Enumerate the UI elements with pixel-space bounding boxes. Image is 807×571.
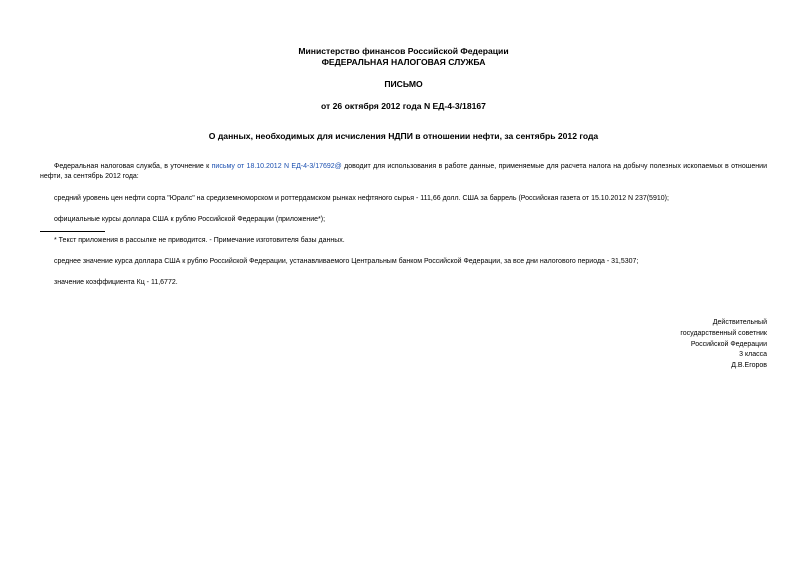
intro-text-before: Федеральная налоговая служба, в уточнение к (54, 163, 212, 170)
intro-text-after: доводит для использования в работе данные, применяемые для расчета налога на добычу полезных ископаемых в отношении нефти, за сентябрь 2012 года: (40, 163, 767, 180)
signature-rank-line4: 3 класса (739, 351, 767, 359)
intro-paragraph (40, 162, 767, 182)
reference-letter-link[interactable]: письму от 18.10.2012 N ЕД-4-3/17692@ (211, 163, 342, 170)
average-rate-item: среднее значение курса доллара США к рублю Российской Федерации, устанавливаемого Центральным банком Российской Федерации, за все дни налогового периода - 31,5307; (54, 258, 639, 265)
signature-block (567, 318, 767, 372)
signature-rank-line2: государственный советник (680, 329, 767, 337)
oil-price-item: средний уровень цен нефти сорта "Юралс" на средиземноморском и роттердамском рынках нефтяного сырья - 111,66 долл. США за баррель (Российская газета от 15.10.2012 N 237(5910); (54, 195, 669, 202)
official-rates-item: официальные курсы доллара США к рублю Российской Федерации (приложение*); (54, 216, 326, 223)
signature-rank-line1: Действительный (712, 319, 767, 326)
service-title: ФЕДЕРАЛЬНАЯ НАЛОГОВАЯ СЛУЖБА (321, 57, 486, 67)
document-subject: О данных, необходимых для исчисления НДПИ в отношении нефти, за сентябрь 2012 года (208, 131, 599, 141)
document-date-number: от 26 октября 2012 года N ЕД-4-3/18167 (321, 101, 486, 111)
document-type: ПИСЬМО (384, 79, 423, 89)
signature-rank-line3: Российской Федерации (690, 340, 767, 348)
footnote-divider (40, 231, 105, 232)
signatory-name: Д.В.Егоров (731, 362, 767, 370)
footnote-text: * Текст приложения в рассылке не приводится. - Примечание изготовителя базы данных. (54, 237, 345, 244)
coefficient-item: значение коэффициента Кц - 11,6772. (54, 279, 178, 286)
ministry-title: Министерство финансов Российской Федерации (298, 46, 509, 56)
